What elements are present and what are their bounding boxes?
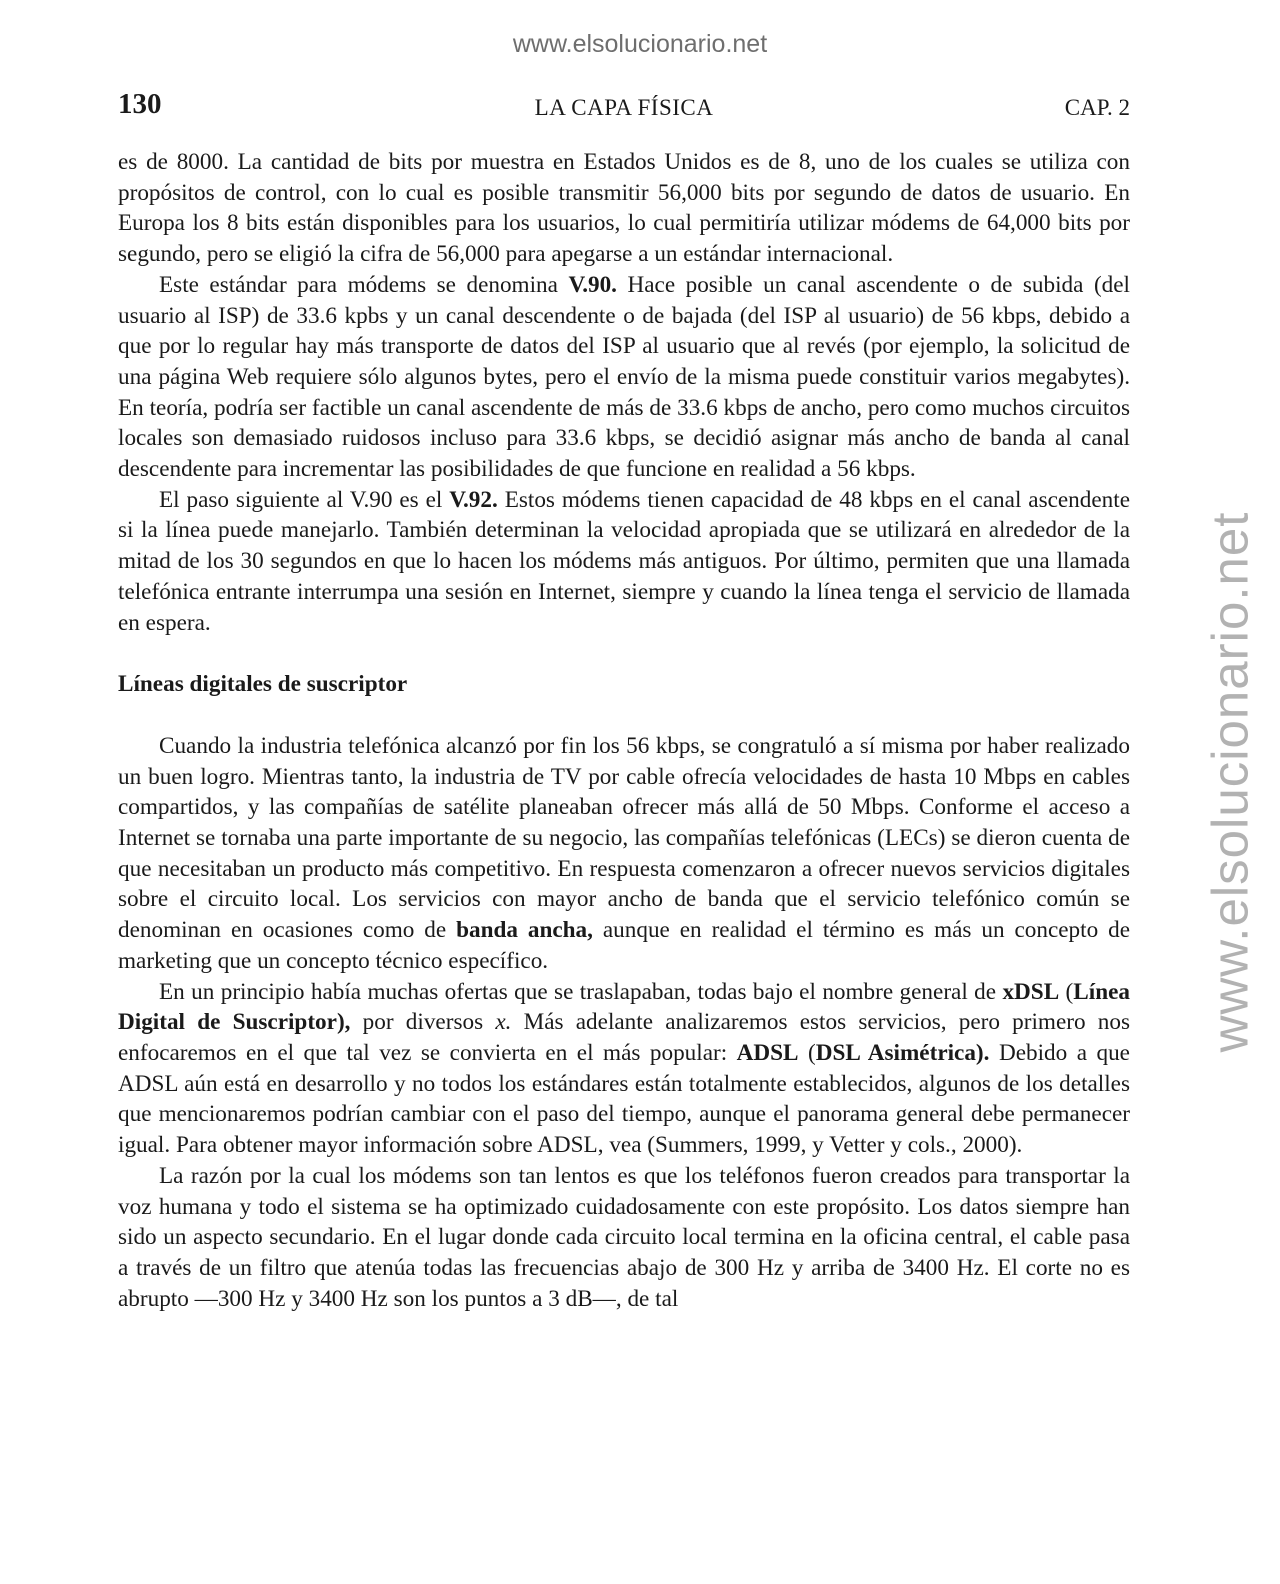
term-x: x. [495, 1009, 512, 1036]
page-header [118, 88, 1130, 124]
watermark-side: www.elsolucionario.net [1201, 511, 1259, 1053]
paragraph-1: es de 8000. La cantidad de bits por muestra en Estados Unidos es de 8, uno de los cuales se utiliza con propósitos de control, con lo cual es posible transmitir 56,000 bits por segundo de datos de usuario. En Europa los 8 bits están disponibles para los usuarios, lo cual permitiría utilizar módems de 64,000 bits por segundo, pero se eligió la cifra de 56,000 para apegarse a un estándar internacional. [118, 149, 1130, 268]
paragraph-5 [118, 977, 1130, 1161]
p4-text-a: Cuando la industria telefónica alcanzó por fin los 56 kbps, se congratuló a sí misma por haber realizado un buen logro. Mientras tanto, la industria de TV por cable ofrecía velocidades de hasta 10 Mbps en cables compartidos, y las compañías de satélite planeaban ofrecer más allá de 50 Mbps. Conforme el acceso a Internet se tornaba una parte importante de su negocio, las compañías telefónicas (LECs) se dieron cuenta de que necesitaban un producto más competitivo. En respuesta comenzaron a ofrecer nuevos servicios digitales sobre el circuito local. Los servicios con mayor ancho de banda que el servicio telefónico común se denominan en ocasiones como de [118, 732, 1130, 944]
p5-text-k: Debido a que ADSL aún está en desarrollo y no todos los estándares están totalmente establecidos, algunos de los detalles que mencionaremos podrían cambiar con el paso del tiempo, aunque el panorama general debe permanecer igual. Para obtener mayor información sobre ADSL, vea (Summers, 1999, y Vetter y cols., 2000). [118, 1039, 1130, 1159]
term-v92: V.92. [449, 486, 498, 513]
p5-text-c: ( [1059, 978, 1074, 1005]
chapter-label: CAP. 2 [1064, 95, 1130, 120]
p2-text-c: Hace posible un canal ascendente o de subida (del usuario al ISP) de 33.6 kpbs y un canal descendente o de bajada (del ISP al usuario) de 56 kbps, debido a que por lo regular hay más transporte de datos del ISP al usuario que al revés (por ejemplo, la solicitud de una página Web requiere sólo algunos bytes, pero el envío de la misma puede constituir varios megabytes). En teoría, podría ser factible un canal ascendente de más de 33.6 kbps de ancho, pero como muchos circuitos locales son demasiado ruidosos incluso para 33.6 kbps, se decidió asignar más ancho de banda al canal descendente para incrementar las posibilidades de que funcione en realidad a 56 kbps. [118, 271, 1130, 483]
term-banda-ancha: banda ancha, [456, 917, 593, 944]
p5-text-e: por diversos [350, 1009, 496, 1036]
watermark-top: www.elsolucionario.net [512, 30, 768, 58]
paragraph-4 [118, 731, 1130, 977]
paragraph-2 [118, 270, 1130, 485]
term-v90: V.90. [568, 271, 617, 298]
p3-text-c: Estos módems tienen capacidad de 48 kbps en el canal ascendente si la línea puede manejarlo. También determinan la velocidad apropiada que se utilizará en alrededor de la mitad de los 30 segundos en que lo hacen los módems más antiguos. Por último, permiten que una llamada telefónica entrante interrumpa una sesión en Internet, siempre y cuando la línea tenga el servicio de llamada en espera. [118, 486, 1130, 636]
running-title: LA CAPA FÍSICA [534, 95, 714, 120]
term-dsl-asimetrica: DSL Asimétrica). [815, 1039, 990, 1066]
body-text [118, 147, 1130, 1314]
p3-text-a: El paso siguiente al V.90 es el [159, 486, 450, 513]
term-linea-digital: Línea Digital de Suscriptor), [118, 978, 1130, 1036]
p4-text-c: aunque en realidad el término es más un concepto de marketing que un concepto técnico específico. [118, 917, 1130, 974]
p5-text-i: ( [798, 1039, 816, 1066]
p2-text-a: Este estándar para módems se denomina [159, 271, 569, 298]
page-number: 130 [118, 88, 162, 120]
paragraph-3 [118, 485, 1130, 639]
term-xdsl: xDSL [1002, 978, 1060, 1005]
p5-text-g: Más adelante analizaremos estos servicios, pero primero nos enfocaremos en el que tal vez se convierta en el más popular: [118, 1009, 1131, 1066]
section-heading: Líneas digitales de suscriptor [118, 671, 408, 698]
term-adsl: ADSL [736, 1039, 799, 1066]
p5-text-a: En un principio había muchas ofertas que se traslapaban, todas bajo el nombre general de [159, 978, 1003, 1005]
paragraph-6: La razón por la cual los módems son tan lentos es que los teléfonos fueron creados para transportar la voz humana y todo el sistema se ha optimizado cuidadosamente con este propósito. Los datos siempre han sido un aspecto secundario. En el lugar donde cada circuito local termina en la oficina central, el cable pasa a través de un filtro que atenúa todas las frecuencias abajo de 300 Hz y arriba de 3400 Hz. El corte no es abrupto —300 Hz y 3400 Hz son los puntos a 3 dB—, de tal [118, 1162, 1130, 1312]
